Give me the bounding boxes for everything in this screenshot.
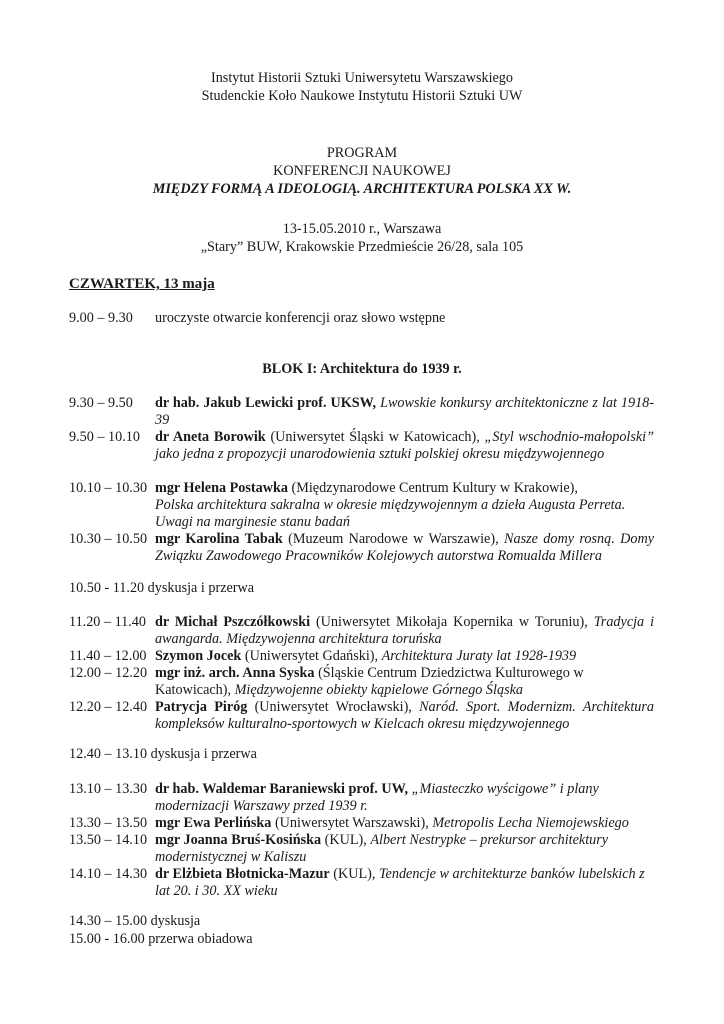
- talk-title: Architektura Juraty lat 1928-1939: [381, 648, 577, 664]
- entry-time: 11.20 – 11.40: [69, 614, 146, 630]
- schedule-entry: [69, 614, 654, 648]
- speaker-affiliation: (Uniwersytet Śląski w Katowicach),: [270, 429, 480, 445]
- talk-title: Tradycja i awangarda. Międzywojenna architektura toruńska: [155, 614, 655, 647]
- speaker-name: dr Aneta Borowik: [155, 429, 266, 445]
- program-heading: PROGRAM: [326, 145, 398, 161]
- talk-title: „Styl wschodnio-małopolski” jako jedna z propozycji unarodowienia sztuki polskiej okresu międzywojennego: [155, 429, 655, 462]
- talk-title: Lwowskie konkursy architektoniczne z lat 1918-39: [155, 395, 654, 428]
- talk-title: Naród. Sport. Modernizm. Architektura kompleksów kulturalno-sportowych w Kielcach okresu międzywojennego: [155, 699, 654, 732]
- entry-time: 12.20 – 12.40: [69, 699, 148, 715]
- conference-dates: 13-15.05.2010 r., Warszawa: [282, 221, 442, 237]
- entry-time: 9.00 – 9.30: [69, 310, 133, 326]
- speaker-affiliation: (Uniwersytet Warszawski),: [274, 815, 429, 831]
- entry-time: 14.10 – 14.30: [69, 866, 148, 882]
- entry-time: 9.50 – 10.10: [69, 429, 140, 445]
- schedule-entry: [69, 395, 654, 429]
- block-heading: BLOK I: Architektura do 1939 r.: [262, 361, 462, 377]
- talk-title: „Miasteczko wyścigowe” i plany modernizacji Warszawy przed 1939 r.: [155, 781, 599, 814]
- entry-time: 13.50 – 14.10: [69, 832, 148, 848]
- speaker-name: dr hab. Jakub Lewicki prof. UKSW,: [155, 395, 377, 411]
- schedule-entry: [69, 781, 654, 815]
- student-circle-name: Studenckie Koło Naukowe Instytutu Historii Sztuki UW: [201, 88, 523, 104]
- conference-theme: MIĘDZY FORMĄ A IDEOLOGIĄ. ARCHITEKTURA POLSKA XX W.: [152, 181, 572, 197]
- break-entry: 10.50 - 11.20 dyskusja i przerwa: [69, 580, 255, 596]
- speaker-affiliation: (Śląskie Centrum Dziedzictwa Kulturowego w Katowicach),: [155, 665, 584, 698]
- speaker-name: Patrycja Piróg: [155, 699, 248, 715]
- speaker-name: dr Michał Pszczółkowski: [155, 614, 311, 630]
- speaker-name: mgr Helena Postawka: [155, 480, 288, 496]
- speaker-affiliation: (Muzeum Narodowe w Warszawie),: [288, 531, 499, 547]
- talk-title: Polska architektura sakralna w okresie międzywojennym a dzieła Augusta Perreta. Uwagi na marginesie stanu badań: [155, 497, 626, 530]
- entry-time: 10.30 – 10.50: [69, 531, 148, 547]
- speaker-affiliation: (KUL),: [324, 832, 367, 848]
- institute-name: Instytut Historii Sztuki Uniwersytetu Warszawskiego: [210, 70, 513, 86]
- entry-time: 13.30 – 13.50: [69, 815, 148, 831]
- speaker-name: mgr Joanna Bruś-Kosińska: [155, 832, 322, 848]
- speaker-name: mgr inż. arch. Anna Syska: [155, 665, 315, 681]
- speaker-affiliation: (Uniwersytet Mikołaja Kopernika w Toruniu),: [315, 614, 588, 630]
- entry-text: uroczyste otwarcie konferencji oraz słowo wstępne: [155, 310, 446, 326]
- talk-title: Tendencje w architekturze banków lubelskich z lat 20. i 30. XX wieku: [155, 866, 645, 899]
- speaker-name: dr hab. Waldemar Baraniewski prof. UW,: [155, 781, 409, 797]
- speaker-name: dr Elżbieta Błotnicka-Mazur: [155, 866, 330, 882]
- speaker-name: mgr Karolina Tabak: [155, 531, 283, 547]
- talk-title: Metropolis Lecha Niemojewskiego: [432, 815, 629, 831]
- speaker-affiliation: (Uniwersytet Gdański),: [244, 648, 379, 664]
- speaker-affiliation: (KUL),: [333, 866, 376, 882]
- entry-time: 9.30 – 9.50: [69, 395, 133, 411]
- break-entry: 12.40 – 13.10 dyskusja i przerwa: [69, 746, 257, 762]
- conference-heading: KONFERENCJI NAUKOWEJ: [273, 163, 451, 179]
- lunch-break-entry: 15.00 - 16.00 przerwa obiadowa: [69, 931, 253, 947]
- speaker-affiliation: (Międzynarodowe Centrum Kultury w Krakowie),: [291, 480, 578, 496]
- entry-time: 11.40 – 12.00: [69, 648, 147, 664]
- schedule-entry: [69, 699, 654, 733]
- schedule-entry: [69, 815, 654, 832]
- schedule-entry: [69, 665, 654, 699]
- opening-entry: [69, 310, 654, 327]
- speaker-name: Szymon Jocek: [155, 648, 242, 664]
- schedule-entry: [69, 866, 654, 900]
- schedule-entry: [69, 480, 654, 531]
- schedule-entry: [69, 648, 654, 665]
- entry-time: 13.10 – 13.30: [69, 781, 148, 797]
- speaker-name: mgr Ewa Perlińska: [155, 815, 272, 831]
- schedule-entry: [69, 531, 654, 565]
- entry-time: 10.10 – 10.30: [69, 480, 148, 496]
- day-heading: CZWARTEK, 13 maja: [69, 276, 215, 292]
- talk-title: Albert Nestrypke – prekursor architektury modernistycznej w Kaliszu: [155, 832, 609, 865]
- discussion-entry: 14.30 – 15.00 dyskusja: [69, 913, 201, 929]
- schedule-entry: [69, 429, 654, 463]
- entry-time: 12.00 – 12.20: [69, 665, 148, 681]
- talk-title: Nasze domy rosną. Domy Związku Zawodowego Pracowników Kolejowych autorstwa Romualda Millera: [155, 531, 655, 564]
- speaker-affiliation: (Uniwersytet Wrocławski),: [254, 699, 412, 715]
- schedule-entry: [69, 832, 654, 866]
- talk-title: Międzywojenne obiekty kąpielowe Górnego Śląska: [234, 682, 523, 698]
- conference-venue: „Stary” BUW, Krakowskie Przedmieście 26/28, sala 105: [200, 239, 524, 255]
